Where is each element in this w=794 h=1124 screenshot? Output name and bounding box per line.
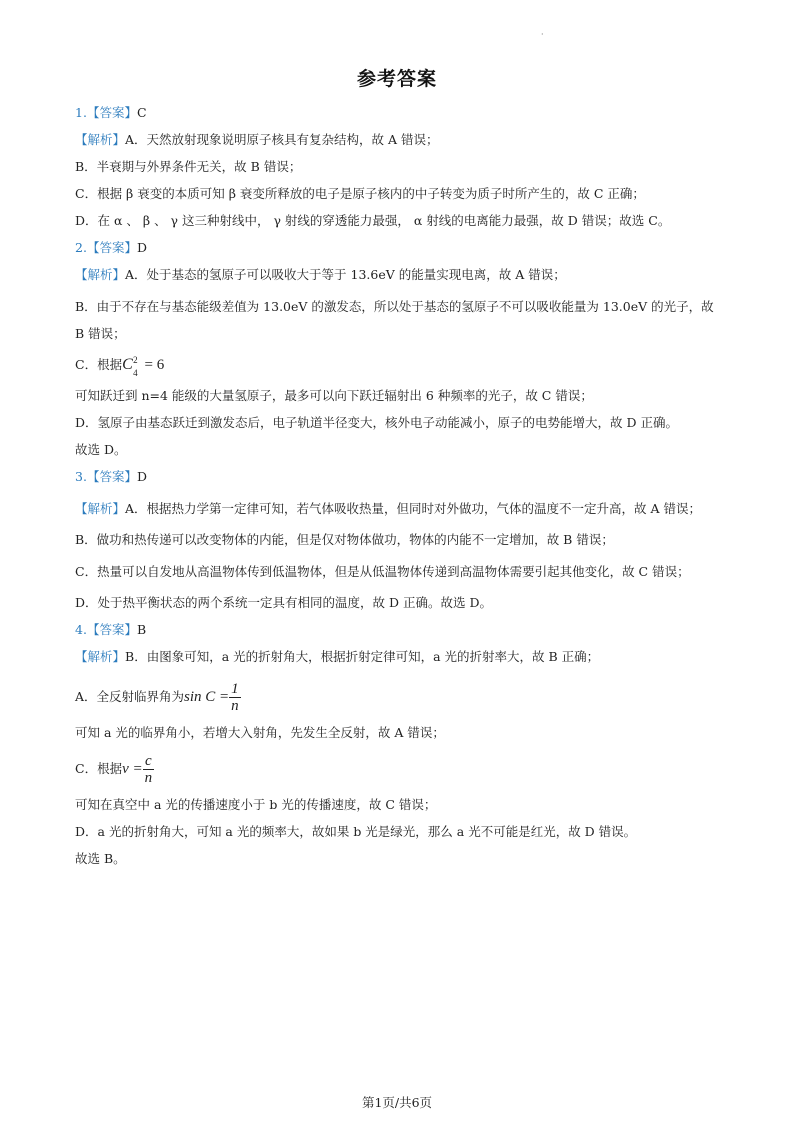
q4-analysis-line-6: D．a 光的折射角大，可知 a 光的频率大，故如果 b 光是绿光，那么 a 光不可能是红光，故 D 错误。 [75,824,637,839]
q4-analysis-line-7: 故选 B。 [75,851,126,866]
answer-tag: 【答案】 [86,469,137,484]
q4-analysis-line-4: C．根据v = $\frac{c}{n}$ [75,753,153,786]
q1-answer-line [75,104,725,122]
q3-analysis-line-2: B．做功和热传递可以改变物体的内能，但是仅对物体做功，物体的内能不一定增加，故 B 错误； [75,532,614,547]
combination-formula: C 2 4 [122,355,138,378]
q4-answer-line [75,621,725,639]
q1-answer: C [136,105,147,120]
q1-analysis-line-3: C．根据 β 衰变的本质可知 β 衰变所释放的电子是原子核内的中子转变为质子时所产生的，故 C 正确； [75,186,645,201]
q2-analysis-line-4: 可知跃迁到 n=4 能级的大量氢原子，最多可以向下跃迁辐射出 6 种频率的光子，故 C 错误； [75,388,593,403]
answer-tag: 【答案】 [86,622,137,637]
q1-analysis-line-4: D．在 α 、 β 、 γ 这三种射线中， γ 射线的穿透能力最强， α 射线的电离能力最强，故 D 错误；故选 C。 [75,213,671,228]
speed-formula: v = [122,761,143,777]
q4-analysis-line-1: 【解析】B．由图象可知，a 光的折射角大，根据折射定律可知，a 光的折射率大，故 B 正确； [75,649,600,664]
q2-analysis-line-3: C．根据C 2 4 = 6 [75,355,165,378]
q2-analysis-line-1: 【解析】A．处于基态的氢原子可以吸收大于等于 13.6eV 的能量实现电离，故 A 错误； [75,267,566,282]
q2-number: 2. [75,240,87,255]
q2-answer-line [75,239,725,257]
answer-content [75,104,725,868]
q2-analysis-line-5: D．氢原子由基态跃迁到激发态后，电子轨道半径变大，核外电子动能减小，原子的电势能增大，故 D 正确。 [75,415,678,430]
analysis-tag: 【解析】 [75,501,126,516]
q3-analysis-line-3: C．热量可以自发地从高温物体传到低温物体，但是从低温物体传递到高温物体需要引起其他变化，故 C 错误； [75,564,690,579]
analysis-tag: 【解析】 [75,649,126,664]
answer-tag: 【答案】 [86,240,137,255]
q1-analysis-line-1: 【解析】A．天然放射现象说明原子核具有复杂结构，故 A 错误； [75,132,439,147]
q4-analysis-line-5: 可知在真空中 a 光的传播速度小于 b 光的传播速度，故 C 错误； [75,797,437,812]
q1-analysis-line-2: B．半衰期与外界条件无关，故 B 错误； [75,159,302,174]
page-title: 参考答案 [356,68,437,90]
answer-tag: 【答案】 [86,105,137,120]
q2-answer: D [136,240,147,255]
q4-analysis-line-2: A．全反射临界角为sin C = $\frac{1}{n}$ [75,681,239,714]
q3-number: 3. [75,469,87,484]
corner-dot: · [541,30,544,39]
q3-analysis-line-1: 【解析】A．根据热力学第一定律可知，若气体吸收热量，但同时对外做功，气体的温度不一定升高，故 A 错误； [75,501,702,516]
critical-angle-formula: sin C = [184,689,230,705]
q3-analysis-line-4: D．处于热平衡状态的两个系统一定具有相同的温度，故 D 正确。故选 D。 [75,595,492,610]
q4-analysis-line-3: 可知 a 光的临界角小，若增大入射角，先发生全反射，故 A 错误； [75,725,445,740]
q1-number: 1. [75,105,87,120]
fraction-1-over-n: $\frac{1}{n}$ [231,681,239,714]
q3-answer-line [75,468,725,486]
analysis-tag: 【解析】 [75,267,126,282]
q4-number: 4. [75,622,87,637]
q2-analysis-line-2: B．由于不存在与基态能级差值为 13.0eV 的激发态，所以处于基态的氢原子不可以吸收能量为 13.0eV 的光子，故 B 错误； [75,299,714,341]
analysis-tag: 【解析】 [75,132,126,147]
q2-analysis-line-6: 故选 D。 [75,442,127,457]
fraction-c-over-n: $\frac{c}{n}$ [144,753,153,786]
q3-answer: D [136,469,147,484]
page-footer: 第1页/共6页 [361,1095,433,1110]
q4-answer: B [136,622,147,637]
